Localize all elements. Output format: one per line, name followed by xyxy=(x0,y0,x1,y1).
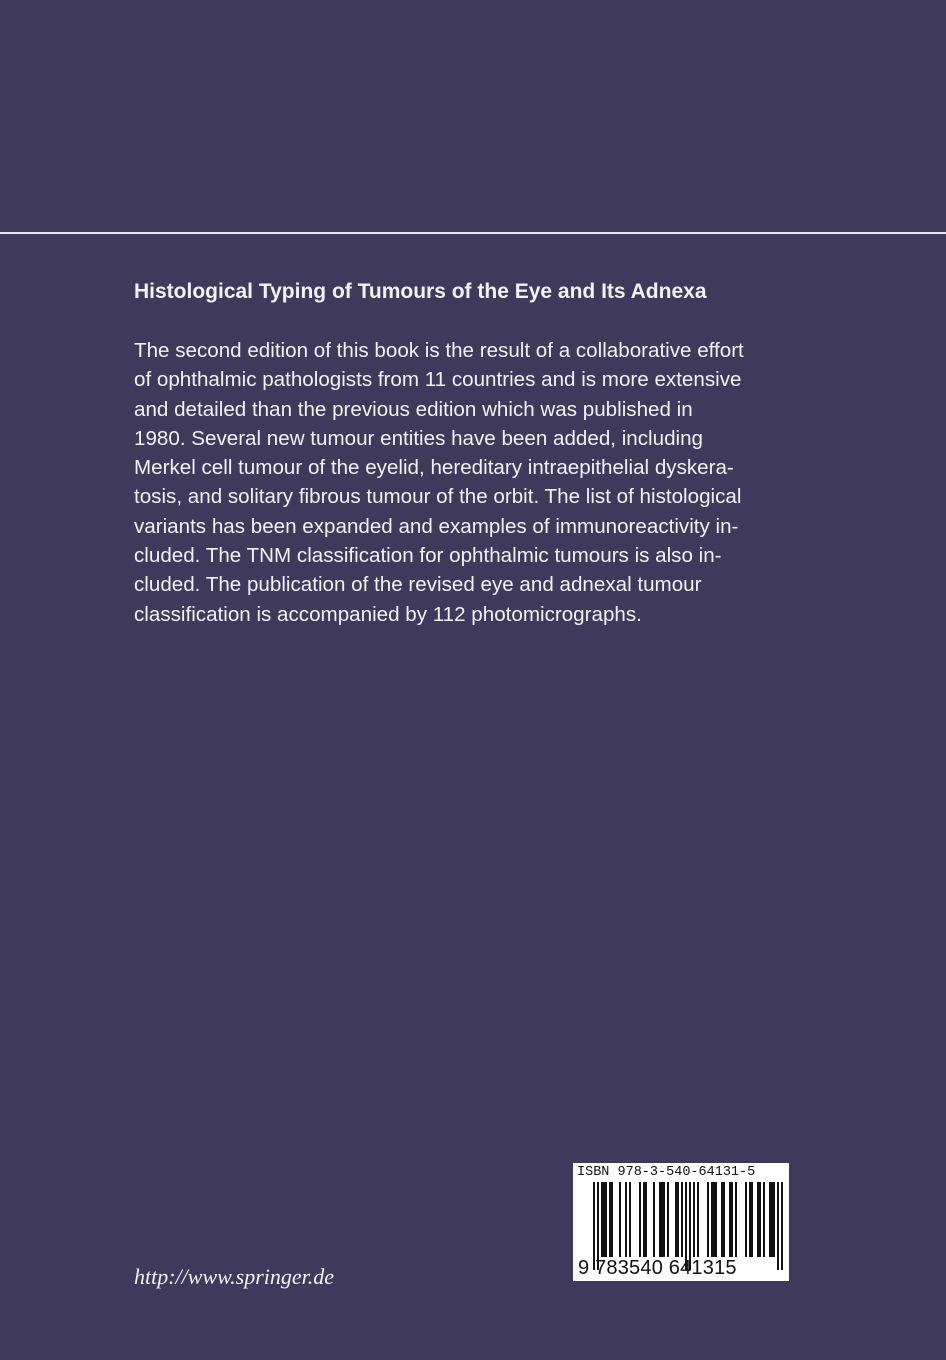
barcode-bar xyxy=(723,1182,725,1257)
barcode-bar xyxy=(781,1182,783,1270)
barcode-bar xyxy=(735,1182,737,1257)
barcode-bar xyxy=(713,1182,715,1257)
description-line: and detailed than the previous edition which was published in xyxy=(134,397,693,421)
barcode-bar xyxy=(675,1182,677,1257)
barcode-bar xyxy=(773,1182,775,1257)
barcode-bar xyxy=(711,1182,713,1257)
barcode-bar xyxy=(629,1182,631,1257)
description-line: The second edition of this book is the result of a collaborative effort xyxy=(134,339,744,362)
barcode-bar xyxy=(681,1182,683,1257)
barcode-bar xyxy=(653,1182,655,1257)
barcode-bar xyxy=(601,1182,603,1257)
description-line: tosis, and solitary fibrous tumour of the orbit. The list of histological xyxy=(134,485,742,509)
description-line: 1980. Several new tumour entities have been added, including xyxy=(134,426,704,450)
description-line: variants has been expanded and examples of immunoreactivity in- xyxy=(134,514,739,538)
barcode-bar xyxy=(769,1182,771,1257)
isbn-barcode xyxy=(573,1163,789,1281)
barcode-bar xyxy=(777,1182,779,1270)
description-line: cluded. The publication of the revised eye and adnexal tumour xyxy=(134,573,702,597)
barcode-bar xyxy=(729,1182,731,1257)
barcode-bar xyxy=(751,1182,753,1257)
barcode-bar xyxy=(667,1182,669,1257)
book-title: Histological Typing of Tumours of the Eye and Its Adnexa xyxy=(134,280,707,303)
barcode-bar xyxy=(661,1182,663,1257)
barcode-bar xyxy=(625,1182,627,1257)
barcode-bar xyxy=(611,1182,613,1257)
barcode-bar xyxy=(763,1182,765,1257)
barcode-bar xyxy=(757,1182,759,1257)
barcode-bar xyxy=(677,1182,679,1257)
description-line: classification is accompanied by 112 photomicrographs. xyxy=(134,602,642,626)
book-description xyxy=(134,336,799,629)
barcode-bar xyxy=(643,1182,645,1257)
barcode-bar xyxy=(731,1182,733,1257)
isbn-number: ISBN 978-3-540-64131-5 xyxy=(577,1165,756,1180)
barcode-bar xyxy=(639,1182,641,1257)
description-line: of ophthalmic pathologists from 11 countries and is more extensive xyxy=(134,368,742,392)
ean-digits: 9 783540 641315 xyxy=(578,1257,737,1279)
horizontal-rule xyxy=(0,232,946,234)
barcode-bar xyxy=(659,1182,661,1257)
barcode-bar xyxy=(771,1182,773,1257)
barcode-bar xyxy=(609,1182,611,1257)
barcode-bar xyxy=(697,1182,699,1257)
barcode-bar xyxy=(721,1182,723,1257)
barcode-bar xyxy=(603,1182,605,1257)
barcode-bar xyxy=(693,1182,695,1257)
barcode-bar xyxy=(663,1182,665,1257)
barcode-bar xyxy=(745,1182,747,1257)
barcode-bar xyxy=(605,1182,607,1257)
description-line: cluded. The TNM classification for ophthalmic tumours is also in- xyxy=(134,544,722,568)
barcode-bar xyxy=(707,1182,709,1257)
barcode-bar xyxy=(619,1182,621,1257)
barcode-bar xyxy=(715,1182,717,1257)
publisher-url: http://www.springer.de xyxy=(134,1264,335,1289)
barcode-bar xyxy=(759,1182,761,1257)
barcode-bar xyxy=(749,1182,751,1257)
description-line: Merkel cell tumour of the eyelid, hereditary intraepithelial dyskera- xyxy=(134,456,734,480)
barcode-bar xyxy=(645,1182,647,1257)
